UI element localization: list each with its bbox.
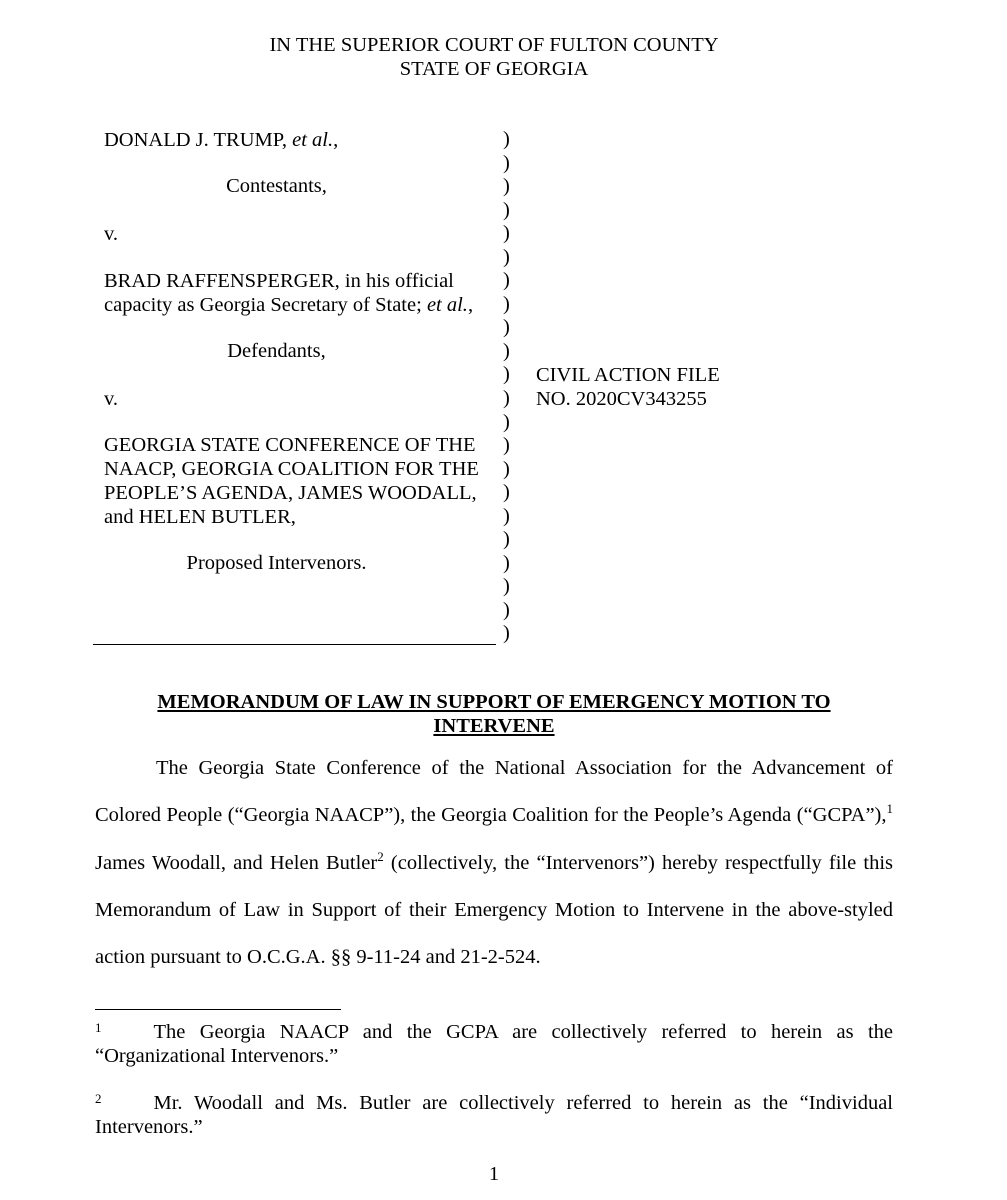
caption-parenthesis: ) [503, 387, 510, 410]
intervenor-role: Proposed Intervenors. [186, 552, 367, 574]
footnote-ref-1[interactable]: 1 [886, 801, 893, 817]
intervenor-line-4: and HELEN BUTLER, [104, 506, 296, 528]
caption-parenthesis: ) [503, 339, 510, 362]
caption-parenthesis: ) [503, 551, 510, 574]
court-state: STATE OF GEORGIA [399, 58, 589, 80]
versus-1: v. [104, 223, 119, 245]
caption-parenthesis: ) [503, 410, 510, 433]
caption-plaintiff [104, 128, 338, 152]
caption-parenthesis: ) [503, 598, 510, 621]
caption-parenthesis: ) [503, 363, 510, 386]
intervenor-line-1: GEORGIA STATE CONFERENCE OF THE [104, 434, 476, 456]
intervenor-line-2: NAACP, GEORGIA COALITION FOR THE [104, 458, 479, 480]
body-part-1: The Georgia State Conference of the National Association for the Advancement of Colored People (“Georgia NAACP”), the Georgia Coalition for the People’s Agenda (“GCPA”), [95, 757, 893, 827]
caption-parenthesis: ) [503, 316, 510, 339]
plaintiff-et-al: et al. [292, 129, 334, 151]
defendant-text: capacity as Georgia Secretary of State; [104, 294, 427, 316]
caption-parenthesis: ) [503, 175, 510, 198]
page-number: 1 [488, 1163, 500, 1185]
defendant-suffix: , [467, 294, 474, 316]
plaintiff-role: Contestants, [226, 175, 327, 197]
caption-parenthesis: ) [503, 222, 510, 245]
document-title-line-1: MEMORANDUM OF LAW IN SUPPORT OF EMERGENCY MOTION TO [157, 691, 831, 713]
footnote-2 [95, 1091, 893, 1139]
caption-parenthesis: ) [503, 198, 510, 221]
court-name: IN THE SUPERIOR COURT OF FULTON COUNTY [269, 34, 719, 56]
case-number: NO. 2020CV343255 [536, 388, 707, 410]
caption-parenthesis: ) [503, 504, 510, 527]
plaintiff-name: DONALD J. TRUMP, [104, 129, 293, 151]
footnote-separator [95, 1009, 341, 1010]
caption-parenthesis: ) [503, 245, 510, 268]
defendant-line-2 [104, 293, 473, 317]
footnote-1 [95, 1020, 893, 1068]
caption-parenthesis-column [503, 128, 517, 646]
plaintiff-suffix: , [333, 129, 339, 151]
caption-parenthesis: ) [503, 528, 510, 551]
defendant-line-1: BRAD RAFFENSPERGER, in his official [104, 270, 454, 292]
caption-parenthesis: ) [503, 575, 510, 598]
caption-parenthesis: ) [503, 269, 510, 292]
versus-2: v. [104, 388, 119, 410]
intervenor-line-3: PEOPLE’S AGENDA, JAMES WOODALL, [104, 482, 477, 504]
caption-parenthesis: ) [503, 128, 510, 150]
caption-parenthesis: ) [503, 292, 510, 315]
body-part-3: (collectively, the “Intervenors”) hereby respectfully file this Memorandum of Law in Support of their Emergency Motion to Intervene in the above-styled action pursuant to O.C.G.A. §§ 9-11-24 and 21-2-524. [95, 851, 893, 969]
caption-parenthesis: ) [503, 481, 510, 504]
body-paragraph [95, 745, 893, 981]
body-part-2: James Woodall, and Helen Butler [95, 851, 378, 874]
case-label: CIVIL ACTION FILE [536, 364, 720, 386]
caption-parenthesis: ) [503, 151, 510, 174]
caption-parenthesis: ) [503, 622, 510, 645]
defendant-et-al: et al. [426, 294, 468, 316]
footnote-number: 2 [95, 1091, 102, 1106]
footnote-text: The Georgia NAACP and the GCPA are collectively referred to herein as the “Organizational Intervenors.” [95, 1021, 893, 1067]
caption-parenthesis: ) [503, 434, 510, 457]
caption-parenthesis: ) [503, 457, 510, 480]
footnote-ref-2[interactable]: 2 [377, 848, 384, 864]
caption-divider [93, 644, 496, 645]
defendant-role: Defendants, [227, 340, 326, 362]
document-title-line-2: INTERVENE [433, 715, 555, 737]
footnote-number: 1 [95, 1020, 102, 1035]
footnote-text: Mr. Woodall and Ms. Butler are collectively referred to herein as the “Individual Intervenors.” [95, 1092, 893, 1138]
